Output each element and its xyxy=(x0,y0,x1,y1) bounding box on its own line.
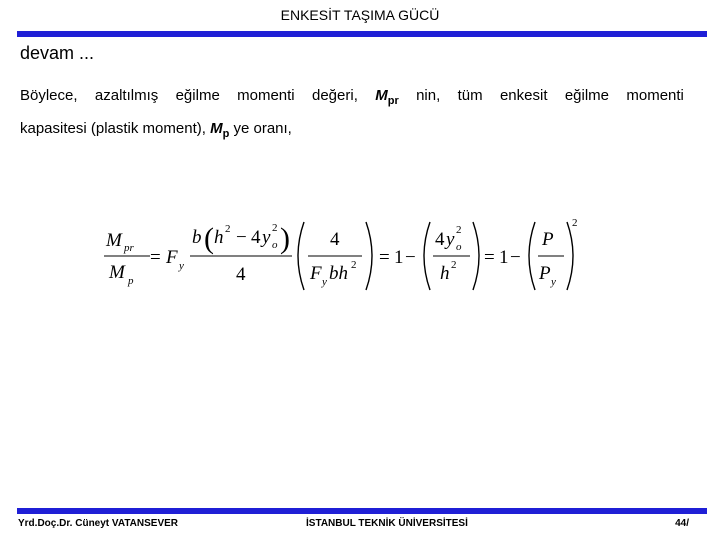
big-close-paren xyxy=(473,222,479,290)
footer-divider xyxy=(17,508,707,514)
paragraph-line-1 xyxy=(20,87,684,107)
paragraph-line-2 xyxy=(20,120,292,140)
frac4-four: 4 xyxy=(435,229,445,250)
big-close-paren xyxy=(366,222,372,290)
footer-author: Yrd.Doç.Dr. Cüneyt VATANSEVER xyxy=(18,518,179,529)
word: enkesit xyxy=(499,87,548,104)
equation-svg xyxy=(100,208,590,298)
frac4-y-sub: o xyxy=(456,241,462,253)
mpr-var: M xyxy=(375,87,388,104)
y-sub: o xyxy=(272,239,278,251)
mpr-sub: pr xyxy=(387,95,399,107)
one: 1 xyxy=(394,247,404,268)
text: ye oranı, xyxy=(229,120,292,137)
y-var: y xyxy=(262,227,271,248)
footer-institution: İSTANBUL TEKNİK ÜNİVERSİTESİ xyxy=(306,518,468,529)
frac5-den: P xyxy=(539,263,551,284)
word: eğilme xyxy=(175,87,220,104)
minus-sign: − xyxy=(510,247,521,268)
outer-exponent: 2 xyxy=(572,217,578,229)
section-heading: devam ... xyxy=(20,43,95,63)
word: nin, xyxy=(416,87,441,104)
one: 1 xyxy=(499,247,509,268)
word: momenti xyxy=(626,87,684,104)
frac5-num: P xyxy=(542,229,554,250)
big-open-paren xyxy=(424,222,430,290)
lhs-num: M xyxy=(106,230,122,251)
mpr-symbol xyxy=(375,87,399,107)
frac3-fy: F xyxy=(310,263,322,284)
word: momenti xyxy=(237,87,295,104)
frac4-y-exp: 2 xyxy=(456,224,462,236)
frac3-bh: bh xyxy=(329,263,348,284)
big-close-paren xyxy=(567,222,573,290)
word: azaltılmış xyxy=(94,87,159,104)
lhs-num-sub: pr xyxy=(124,242,134,254)
h-exponent: 2 xyxy=(225,223,231,235)
frac3-exp: 2 xyxy=(351,259,357,271)
text: kapasitesi (plastik moment), xyxy=(20,120,211,137)
four-coef: 4 xyxy=(251,227,261,248)
frac2-den: 4 xyxy=(236,264,246,285)
word: değeri, xyxy=(312,87,358,104)
mp-sub: p xyxy=(222,128,230,140)
lhs-den-sub: p xyxy=(128,275,134,287)
fy-sub: y xyxy=(179,260,184,272)
open-paren: ( xyxy=(204,222,214,255)
minus-sign: − xyxy=(236,227,247,248)
page-number: 44/ xyxy=(675,518,689,529)
header-divider xyxy=(17,31,707,37)
fy-var: F xyxy=(166,247,178,268)
equals-sign: = xyxy=(379,247,390,268)
h-var: h xyxy=(214,227,224,248)
frac3-num: 4 xyxy=(330,229,340,250)
b-var: b xyxy=(192,227,202,248)
lhs-den: M xyxy=(109,262,125,283)
frac5-den-sub: y xyxy=(551,276,556,288)
minus-sign: − xyxy=(405,247,416,268)
y-exponent: 2 xyxy=(272,222,278,234)
frac4-h: h xyxy=(440,263,450,284)
frac4-h-exp: 2 xyxy=(451,259,457,271)
big-open-paren xyxy=(298,222,304,290)
mp-var: M xyxy=(210,120,223,137)
frac3-fy-sub: y xyxy=(322,276,327,288)
frac4-y: y xyxy=(446,229,455,250)
close-paren: ) xyxy=(280,222,290,255)
big-open-paren xyxy=(529,222,535,290)
equals-sign: = xyxy=(484,247,495,268)
page-title: ENKESİT TAŞIMA GÜCÜ xyxy=(280,7,440,23)
word: tüm xyxy=(457,87,483,104)
equals-sign: = xyxy=(150,247,161,268)
moment-ratio-equation xyxy=(100,208,590,298)
word: Böylece, xyxy=(20,87,78,104)
word: eğilme xyxy=(564,87,610,104)
